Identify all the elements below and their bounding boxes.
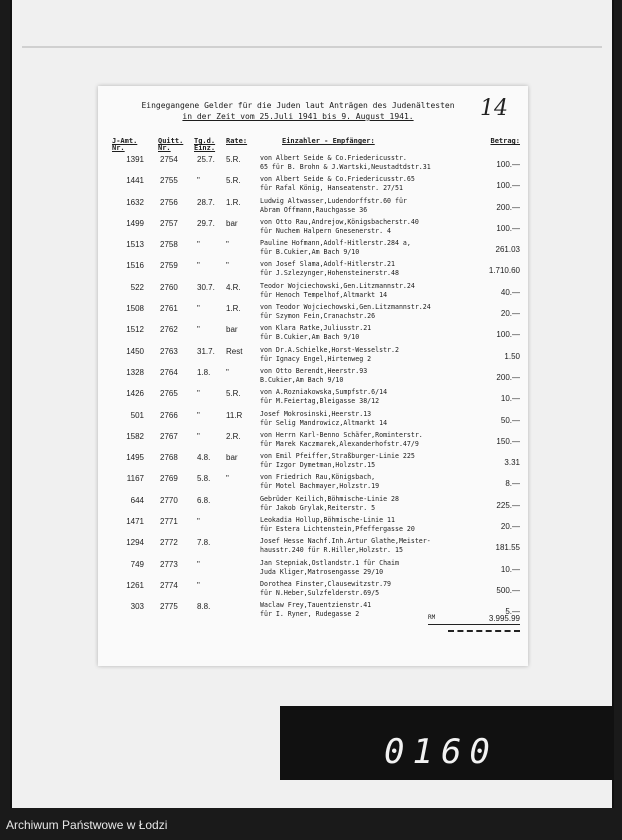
row-quitt: 2758 xyxy=(160,240,178,250)
row-payer xyxy=(260,154,431,172)
row-quitt: 2754 xyxy=(160,155,178,164)
row-payer xyxy=(260,197,407,215)
row-amount: 20.— xyxy=(500,309,520,319)
row-payer-line1: Waclaw Frey,Tauentzienstr.41 xyxy=(260,601,372,610)
frame-label-tab xyxy=(280,706,612,780)
heading-line-2: in der Zeit vom 25.Juli 1941 bis 9. August 1941. xyxy=(182,112,414,121)
row-payer-line1: Ludwig Altwasser,Ludendorffstr.60 für xyxy=(260,196,407,205)
row-payer-line1: von Otto Berendt,Heerstr.93 xyxy=(260,366,368,375)
row-quitt: 2768 xyxy=(160,453,178,463)
col-header-quitt: Quitt. Nr. xyxy=(158,137,184,152)
row-payer xyxy=(260,324,371,342)
row-date: " xyxy=(197,580,200,590)
row-payer xyxy=(260,260,399,278)
row-nr: 1167 xyxy=(126,474,144,484)
row-payer-line2: für Izgor Dymetman,Holzstr.15 xyxy=(260,461,376,470)
row-amount: 150.— xyxy=(496,436,520,446)
row-quitt: 2771 xyxy=(160,517,178,527)
row-payer-line1: Pauline Hofmann,Adolf-Hitlerstr.284 a, xyxy=(260,239,411,248)
row-payer-line1: Teodor Wojciechowski,Gen.Litzmannstr.24 xyxy=(260,281,415,290)
row-quitt: 2774 xyxy=(160,580,178,590)
row-quitt: 2772 xyxy=(160,538,178,548)
row-nr: 1516 xyxy=(126,261,144,271)
row-payer-line2: 65 für B. Brohn & J.Wartski,Neustadtdstr.31 xyxy=(260,163,431,171)
row-rate: 1.R. xyxy=(226,304,241,314)
total-currency: RM xyxy=(428,614,436,621)
row-payer-line1: von Albert Seide & Co.Friedericusstr.65 xyxy=(260,175,415,184)
row-payer xyxy=(260,175,415,193)
row-date: " xyxy=(197,304,200,314)
total-double-rule xyxy=(448,630,520,632)
row-date: " xyxy=(197,325,200,335)
row-payer-line1: Gebrüder Keilich,Böhmische-Linie 28 xyxy=(260,494,399,503)
row-amount: 8.— xyxy=(505,479,520,489)
row-quitt: 2769 xyxy=(160,474,178,484)
row-amount: 200.— xyxy=(496,372,520,382)
row-payer xyxy=(260,218,419,236)
row-rate: 4.R. xyxy=(226,282,241,292)
frame-number: 0160 xyxy=(384,732,498,772)
col-header-amount: Betrag: xyxy=(490,137,520,145)
row-rate: bar xyxy=(226,218,238,228)
row-date: 31.7. xyxy=(197,346,215,356)
row-quitt: 2756 xyxy=(160,197,178,207)
row-date: " xyxy=(197,261,200,271)
row-payer xyxy=(260,367,367,385)
row-amount: 1.710.60 xyxy=(488,266,520,276)
row-quitt: 2770 xyxy=(160,495,178,505)
table-row xyxy=(108,154,520,175)
row-date: 8.8. xyxy=(197,602,211,612)
archive-name: Archiwum Państwowe w Łodzi xyxy=(6,818,168,832)
row-payer-line1: Leokadia Hollup,Böhmische-Linie 11 xyxy=(260,516,395,525)
table-row xyxy=(108,495,520,516)
total-rule xyxy=(428,624,520,625)
row-payer xyxy=(260,431,423,449)
row-quitt: 2765 xyxy=(160,389,178,399)
archive-footer xyxy=(0,808,622,840)
row-payer-line2: für Nuchem Halpern Gnesenerstr. 4 xyxy=(260,226,392,235)
table-row xyxy=(108,303,520,324)
row-payer-line2: für M.Feiertag,Bleigasse 38/12 xyxy=(260,397,380,406)
row-quitt: 2775 xyxy=(160,602,178,612)
sheet-number: 14 xyxy=(480,96,508,121)
row-payer-line2: für Ignacy Engel,Hirtenweg 2 xyxy=(260,354,372,363)
row-rate: bar xyxy=(226,325,238,335)
row-date: 5.8. xyxy=(197,474,211,484)
row-rate: " xyxy=(226,261,229,271)
row-nr: 749 xyxy=(130,559,144,569)
payments-list xyxy=(108,154,520,623)
row-payer xyxy=(260,516,415,534)
row-payer xyxy=(260,580,391,598)
row-payer-line2: für N.Heber,Sulzfelderstr.69/5 xyxy=(260,588,380,597)
row-amount: 500.— xyxy=(496,585,520,595)
row-nr: 1426 xyxy=(126,389,144,399)
row-date: " xyxy=(197,431,200,441)
row-amount: 100.— xyxy=(496,330,520,340)
row-payer xyxy=(260,495,399,513)
row-payer-line2: für B.Cukier,Am Bach 9/10 xyxy=(260,248,360,257)
row-rate: " xyxy=(226,240,229,250)
row-payer-line1: Jan Stepniak,Ostlandstr.1 für Chaim xyxy=(260,558,399,567)
row-nr: 1328 xyxy=(126,367,144,377)
table-row xyxy=(108,367,520,388)
table-row xyxy=(108,473,520,494)
row-nr: 1513 xyxy=(126,240,144,250)
row-payer xyxy=(260,282,415,300)
row-quitt: 2766 xyxy=(160,410,178,420)
row-date: 28.7. xyxy=(197,197,215,207)
row-rate: bar xyxy=(226,453,238,463)
row-amount: 1.50 xyxy=(504,351,520,361)
row-payer-line2: für Motel Bachmayer,Holzstr.19 xyxy=(260,482,380,491)
row-amount: 10.— xyxy=(500,564,520,574)
row-payer-line1: von Teodor Wojciechowski,Gen.Litzmannstr.24 xyxy=(260,303,431,312)
col-header-rate: Rate: xyxy=(226,137,248,145)
row-payer-line2: für Estera Lichtenstein,Pfeffergasse 20 xyxy=(260,525,415,534)
row-date: 25.7. xyxy=(197,155,215,164)
table-row xyxy=(108,388,520,409)
row-amount: 225.— xyxy=(496,500,520,510)
table-row xyxy=(108,580,520,601)
row-nr: 522 xyxy=(130,282,144,292)
table-row xyxy=(108,260,520,281)
row-rate: 5.R. xyxy=(226,155,241,164)
row-nr: 1582 xyxy=(126,431,144,441)
row-payer-line2: für J.Szlezynger,Hohensteinerstr.48 xyxy=(260,269,399,278)
row-payer-line2: für Jakob Grylak,Reiterstr. 5 xyxy=(260,503,376,512)
row-amount: 20.— xyxy=(500,522,520,532)
row-date: " xyxy=(197,410,200,420)
row-payer-line2: für B.Cukier,Am Bach 9/10 xyxy=(260,333,360,342)
row-amount: 261.03 xyxy=(495,245,520,255)
row-payer-line2: für Marek Kaczmarek,Alexanderhofstr.47/9 xyxy=(260,439,419,448)
row-date: " xyxy=(197,559,200,569)
row-quitt: 2773 xyxy=(160,559,178,569)
row-payer-line1: von Albert Seide & Co.Friedericusstr. xyxy=(260,154,407,162)
row-payer xyxy=(260,388,387,406)
row-payer-line2: für Szymon Fein,Cranachstr.26 xyxy=(260,312,376,321)
row-quitt: 2764 xyxy=(160,367,178,377)
table-row xyxy=(108,431,520,452)
row-nr: 303 xyxy=(130,602,144,612)
row-nr: 1261 xyxy=(126,580,144,590)
row-nr: 1450 xyxy=(126,346,144,356)
table-row xyxy=(108,239,520,260)
row-quitt: 2767 xyxy=(160,431,178,441)
row-payer-line2: für Rafal König, Hanseatenstr. 27/51 xyxy=(260,184,403,193)
row-nr: 1632 xyxy=(126,197,144,207)
row-rate: Rest xyxy=(226,346,243,356)
row-payer xyxy=(260,239,411,257)
table-row xyxy=(108,516,520,537)
row-quitt: 2757 xyxy=(160,218,178,228)
row-payer xyxy=(260,303,431,321)
row-date: 6.8. xyxy=(197,495,211,505)
row-rate: " xyxy=(226,367,229,377)
row-quitt: 2763 xyxy=(160,346,178,356)
row-payer xyxy=(260,346,399,364)
document-sheet xyxy=(98,86,528,666)
row-date: 4.8. xyxy=(197,453,211,463)
row-quitt: 2755 xyxy=(160,176,178,186)
col-header-date: Tg.d. Einz. xyxy=(194,137,216,152)
row-payer-line1: von Josef Slama,Adolf-Hitlerstr.21 xyxy=(260,260,395,269)
row-date: " xyxy=(197,176,200,186)
row-amount: 50.— xyxy=(500,415,520,425)
row-rate: 2.R. xyxy=(226,431,241,441)
film-edge-line xyxy=(22,46,602,48)
table-row xyxy=(108,175,520,196)
row-amount: 10.— xyxy=(500,394,520,404)
table-row xyxy=(108,559,520,580)
row-rate: " xyxy=(226,474,229,484)
row-payer xyxy=(260,410,387,428)
col-header-nr: J-Amt. Nr. xyxy=(112,137,138,152)
row-nr: 1495 xyxy=(126,453,144,463)
row-nr: 1508 xyxy=(126,304,144,314)
row-nr: 1512 xyxy=(126,325,144,335)
document-heading xyxy=(108,100,488,122)
row-payer-line2: Abram Offmann,Rauchgasse 36 xyxy=(260,205,368,214)
row-date: 7.8. xyxy=(197,538,211,548)
table-row xyxy=(108,197,520,218)
row-rate: 5.R. xyxy=(226,176,241,186)
row-nr: 1471 xyxy=(126,517,144,527)
table-row xyxy=(108,346,520,367)
total-sum: 3.995.99 xyxy=(488,614,520,623)
row-payer xyxy=(260,601,371,619)
row-amount: 181.55 xyxy=(495,543,520,553)
row-payer-line2: für Selig Mandrowicz,Altmarkt 14 xyxy=(260,418,388,427)
row-payer-line1: von A.Rozniakowska,Sumpfstr.6/14 xyxy=(260,388,388,397)
row-date: 30.7. xyxy=(197,282,215,292)
row-payer-line2: B.Cukier,Am Bach 9/10 xyxy=(260,375,344,384)
row-nr: 644 xyxy=(130,495,144,505)
table-row xyxy=(108,537,520,558)
row-date: " xyxy=(197,389,200,399)
column-headers xyxy=(108,136,520,152)
row-payer-line1: von Otto Rau,Andrejow,Königsbacherstr.40 xyxy=(260,217,419,226)
row-nr: 1294 xyxy=(126,538,144,548)
row-payer xyxy=(260,537,431,555)
row-quitt: 2760 xyxy=(160,282,178,292)
row-rate: 11.R xyxy=(226,410,243,420)
row-payer-line1: Josef Hesse Nachf.Inh.Artur Glathe,Meister- xyxy=(260,537,431,546)
row-payer-line2: hausstr.240 für R.Hiller,Holzstr. 15 xyxy=(260,546,403,555)
row-rate: 5.R. xyxy=(226,389,241,399)
row-payer-line2: für Henoch Tempelhof,Altmarkt 14 xyxy=(260,290,388,299)
row-date: " xyxy=(197,240,200,250)
row-payer-line1: von Klara Ratke,Juliusstr.21 xyxy=(260,324,372,333)
row-nr: 1499 xyxy=(126,218,144,228)
table-row xyxy=(108,410,520,431)
row-amount: 200.— xyxy=(496,202,520,212)
row-amount: 3.31 xyxy=(504,458,520,468)
row-amount: 100.— xyxy=(496,181,520,191)
row-payer-line1: Dorothea Finster,Clausewitzstr.79 xyxy=(260,579,392,588)
table-row xyxy=(108,601,520,622)
row-date: " xyxy=(197,517,200,527)
row-payer-line2: für I. Ryner, Rudegasse 2 xyxy=(260,610,360,619)
heading-line-1: Eingegangene Gelder für die Juden laut Anträgen des Judenältesten xyxy=(141,101,455,110)
table-row xyxy=(108,324,520,345)
row-payer-line1: von Emil Pfeiffer,Straßburger-Linie 225 xyxy=(260,452,415,461)
row-amount: 40.— xyxy=(500,287,520,297)
row-payer-line1: von Dr.A.Schielke,Horst-Wesselstr.2 xyxy=(260,345,399,354)
row-payer-line1: Josef Mokrosinski,Heerstr.13 xyxy=(260,409,372,418)
row-payer-line2: Juda Kliger,Matrosengasse 29/10 xyxy=(260,567,384,576)
row-quitt: 2762 xyxy=(160,325,178,335)
row-nr: 501 xyxy=(130,410,144,420)
table-row xyxy=(108,218,520,239)
row-payer xyxy=(260,452,415,470)
row-amount: 5.— xyxy=(505,607,520,617)
row-nr: 1391 xyxy=(126,155,144,164)
row-quitt: 2761 xyxy=(160,304,178,314)
row-rate: 1.R. xyxy=(226,197,241,207)
row-payer xyxy=(260,559,399,577)
row-date: 29.7. xyxy=(197,218,215,228)
col-header-payer: Einzahler - Empfänger: xyxy=(282,137,375,145)
table-row xyxy=(108,282,520,303)
row-quitt: 2759 xyxy=(160,261,178,271)
row-date: 1.8. xyxy=(197,367,211,377)
row-amount: 100.— xyxy=(496,223,520,233)
row-nr: 1441 xyxy=(126,176,144,186)
row-payer-line1: von Friedrich Rau,Königsbach, xyxy=(260,473,376,482)
row-payer xyxy=(260,473,379,491)
row-payer-line1: von Herrn Karl-Benno Schäfer,Rominterstr. xyxy=(260,430,423,439)
table-row xyxy=(108,452,520,473)
row-amount: 100.— xyxy=(496,160,520,169)
